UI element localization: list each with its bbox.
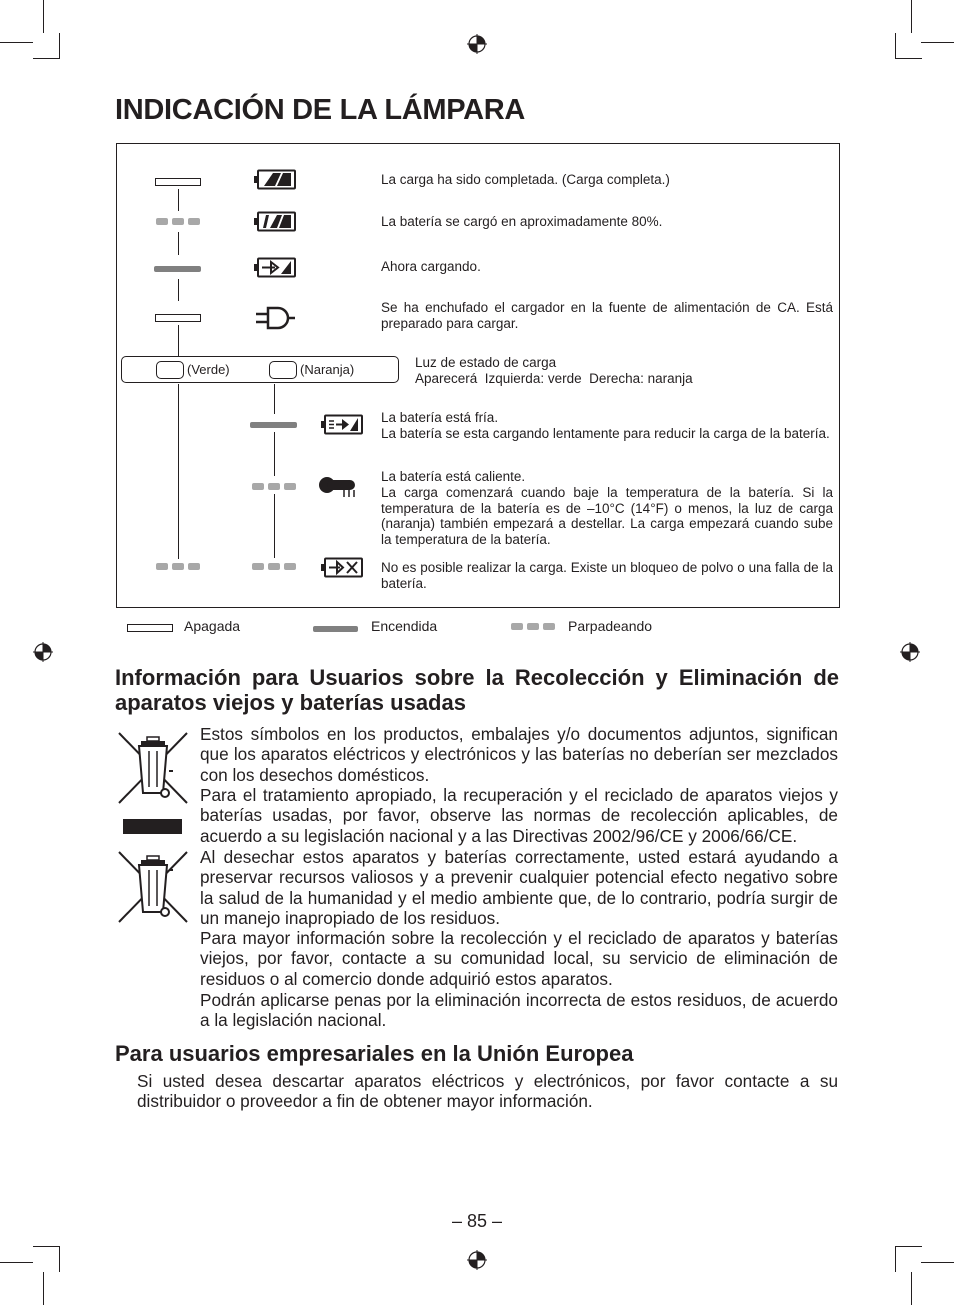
led-legend-description: Aparecerá Izquierda: verde Derecha: naranja: [415, 371, 693, 386]
disposal-paragraph-5: Podrán aplicarse penas por la eliminación incorrecta de estos residuos, de acuerdo a la legislación nacional.: [200, 990, 838, 1031]
error-hot-title: La batería está caliente.: [381, 469, 526, 484]
indicator-on: [154, 266, 201, 272]
crossed-bin-icon: [117, 731, 189, 807]
key-on-label: Encendida: [371, 618, 438, 634]
key-on-swatch: [313, 626, 358, 632]
status-text-plugged: Se ha enchufado el cargador en la fuente de alimentación de CA. Está preparado para cargar.: [381, 300, 833, 331]
orange-led-label: (Naranja): [300, 362, 355, 377]
indicator-blinking: [252, 483, 298, 490]
key-blink-swatch: [511, 623, 557, 630]
status-text-full: La carga ha sido completada. (Carga completa.): [381, 172, 670, 187]
page-number: – 85 –: [451, 1211, 503, 1231]
key-off-swatch: [127, 624, 173, 632]
indicator-blinking: [252, 563, 298, 570]
battery-cold-icon: [320, 414, 364, 435]
ac-plug-icon: [254, 306, 296, 330]
key-blink-label: Parpadeando: [568, 618, 653, 634]
green-led-icon: [156, 361, 184, 379]
error-cold-title: La batería está fría.: [381, 410, 499, 425]
indicator-blinking: [156, 563, 202, 570]
error-hot-text: La carga comenzará cuando baje la temperatura de la batería. Si la temperatura de la batería es de –10°C (14°F) o menos, la luz de carga (naranja) también empezará a destellar. La carga empezará cuando sube la temperatura de la batería.: [381, 485, 833, 547]
disposal-paragraph-1: Estos símbolos en los productos, embalajes y/o documentos adjuntos, significan que los aparatos eléctricos y electrónicos y las baterías no deberían ser mezclados con los desechos domésticos.: [200, 724, 838, 785]
status-text-80: La batería se cargó en aproximadamente 80%.: [381, 214, 663, 229]
registration-mark-right-icon: [900, 642, 920, 662]
orange-led-icon: [269, 361, 297, 379]
battery-80-icon: [253, 211, 297, 232]
page-title: INDICACIÓN DE LA LÁMPARA: [115, 94, 526, 126]
indicator-on: [250, 422, 297, 428]
led-legend-heading: Luz de estado de carga: [415, 355, 557, 370]
battery-charging-icon: [253, 257, 297, 278]
disposal-paragraph-2: Para el tratamiento apropiado, la recuperación y el reciclado de aparatos viejos y baterías usadas, por favor, observe las normas de recolección aplicables, de acuerdo a su legislación nacional y a las Directivas 2002/96/CE y 2006/66/CE.: [200, 785, 838, 846]
section-business-heading: Para usuarios empresariales en la Unión Europea: [115, 1041, 634, 1066]
thermometer-hot-icon: [318, 473, 364, 499]
registration-mark-bottom-icon: [467, 1250, 487, 1270]
disposal-paragraph-3: Al desechar estos aparatos y baterías correctamente, usted estará ayudando a preservar recursos valiosos y a prevenir cualquier potencial efecto negativo sobre la salud de la humanidad y el medio ambiente que, de lo contrario, podría surgir de un manejo inapropiado de los residuos.: [200, 847, 838, 928]
key-off-label: Apagada: [184, 618, 241, 634]
status-text-charging: Ahora cargando.: [381, 259, 481, 274]
indicator-off: [155, 178, 201, 186]
green-led-label: (Verde): [187, 362, 230, 377]
registration-mark-top-icon: [467, 34, 487, 54]
section-disposal-heading: Información para Usuarios sobre la Recolección y Eliminación de aparatos viejos y baterías usadas: [115, 665, 839, 715]
disposal-paragraph-4: Para mayor información sobre la recolección y el reciclado de aparatos y baterías viejos, por favor, contacte a su comunidad local, su servicio de eliminación de residuos o al comercio donde adquirió estos aparatos.: [200, 928, 838, 989]
indicator-blinking: [156, 218, 202, 225]
error-cold-text: La batería se esta cargando lentamente para reducir la carga de la batería.: [381, 426, 830, 441]
battery-full-icon: [253, 169, 297, 190]
error-fault-text: No es posible realizar la carga. Existe un bloqueo de polvo o una falla de la batería.: [381, 560, 833, 591]
registration-mark-left-icon: [33, 642, 53, 662]
bin-underline-bar: [123, 819, 182, 834]
crossed-bin-battery-icon: [117, 850, 189, 926]
battery-error-icon: [320, 557, 364, 578]
business-paragraph: Si usted desea descartar aparatos eléctricos y electrónicos, por favor contacte a su distribuidor o proveedor a fin de obtener mayor información.: [137, 1071, 838, 1112]
indicator-off: [155, 314, 201, 322]
